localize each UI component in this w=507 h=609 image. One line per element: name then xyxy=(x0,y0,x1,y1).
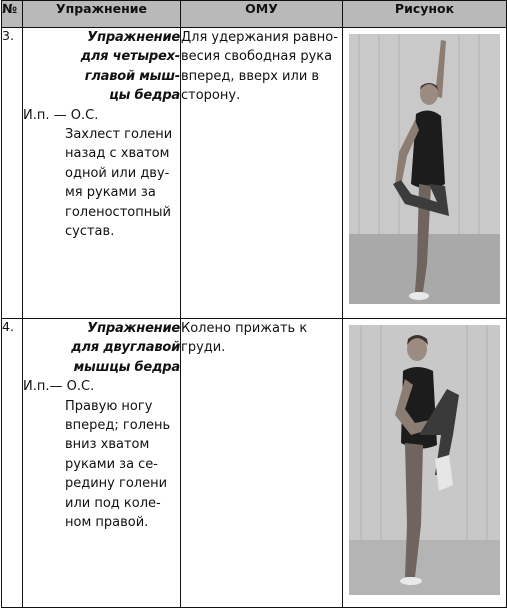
table-row xyxy=(2,28,507,319)
row-number: 3. xyxy=(2,28,23,319)
omu-cell xyxy=(181,28,343,319)
description-line: ном правой. xyxy=(65,515,149,531)
header-figure: Рисунок xyxy=(343,1,507,28)
start-position: И.п.— О.С. xyxy=(23,379,95,395)
description-line: вперед; голень xyxy=(65,418,171,434)
figure-cell xyxy=(343,28,507,319)
start-position: И.п. — О.С. xyxy=(23,107,99,123)
exercise-description xyxy=(23,125,180,241)
description-line: Захлест голени xyxy=(65,127,173,143)
header-number: № xyxy=(2,1,23,28)
figure-cell xyxy=(343,319,507,608)
description-line: назад с хватом xyxy=(65,146,170,162)
description-line: сустав. xyxy=(65,224,115,240)
description-line: мя руками за xyxy=(65,185,156,201)
woman-figure-icon xyxy=(349,34,500,304)
exercise-title-line: Упражнение xyxy=(87,30,180,45)
woman-figure-icon xyxy=(349,325,500,595)
omu-line: сторону. xyxy=(181,88,241,104)
exercise-title xyxy=(23,28,180,106)
omu-cell xyxy=(181,319,343,608)
description-line: руками за се- xyxy=(65,456,158,472)
omu-line: груди. xyxy=(181,340,226,356)
exercise-table xyxy=(1,0,507,608)
exercise-description xyxy=(23,397,180,533)
omu-line: Колено прижать к xyxy=(181,321,308,336)
description-line: вниз хватом xyxy=(65,437,150,453)
omu-line: Для удержания равно- xyxy=(181,30,338,45)
description-line: одной или дву- xyxy=(65,165,170,181)
omu-line: весия свободная рука xyxy=(181,49,333,65)
exercise-title-line: Упражнение xyxy=(87,321,180,336)
exercise-title-line: мышцы бедра xyxy=(73,359,180,375)
header-omu: ОМУ xyxy=(181,1,343,28)
stretch-quadriceps-photo xyxy=(349,34,500,304)
table-row xyxy=(2,319,507,608)
exercise-title-line: для четырех- xyxy=(80,49,180,65)
description-line: редину голени xyxy=(65,476,168,492)
exercise-title xyxy=(23,319,180,377)
table-header-row xyxy=(2,1,507,28)
stretch-hamstring-photo xyxy=(349,325,500,595)
header-exercise: Упражнение xyxy=(23,1,181,28)
exercise-cell xyxy=(23,319,181,608)
description-line: или под коле- xyxy=(65,495,161,511)
exercise-title-line: главой мыш- xyxy=(84,68,180,84)
exercise-cell xyxy=(23,28,181,319)
description-line: Правую ногу xyxy=(65,398,153,414)
exercise-title-line: для двуглавой xyxy=(71,340,180,356)
omu-line: вперед, вверх или в xyxy=(181,68,320,84)
row-number: 4. xyxy=(2,319,23,608)
description-line: голеностопный xyxy=(65,204,171,220)
exercise-title-line: цы бедра xyxy=(109,88,180,104)
